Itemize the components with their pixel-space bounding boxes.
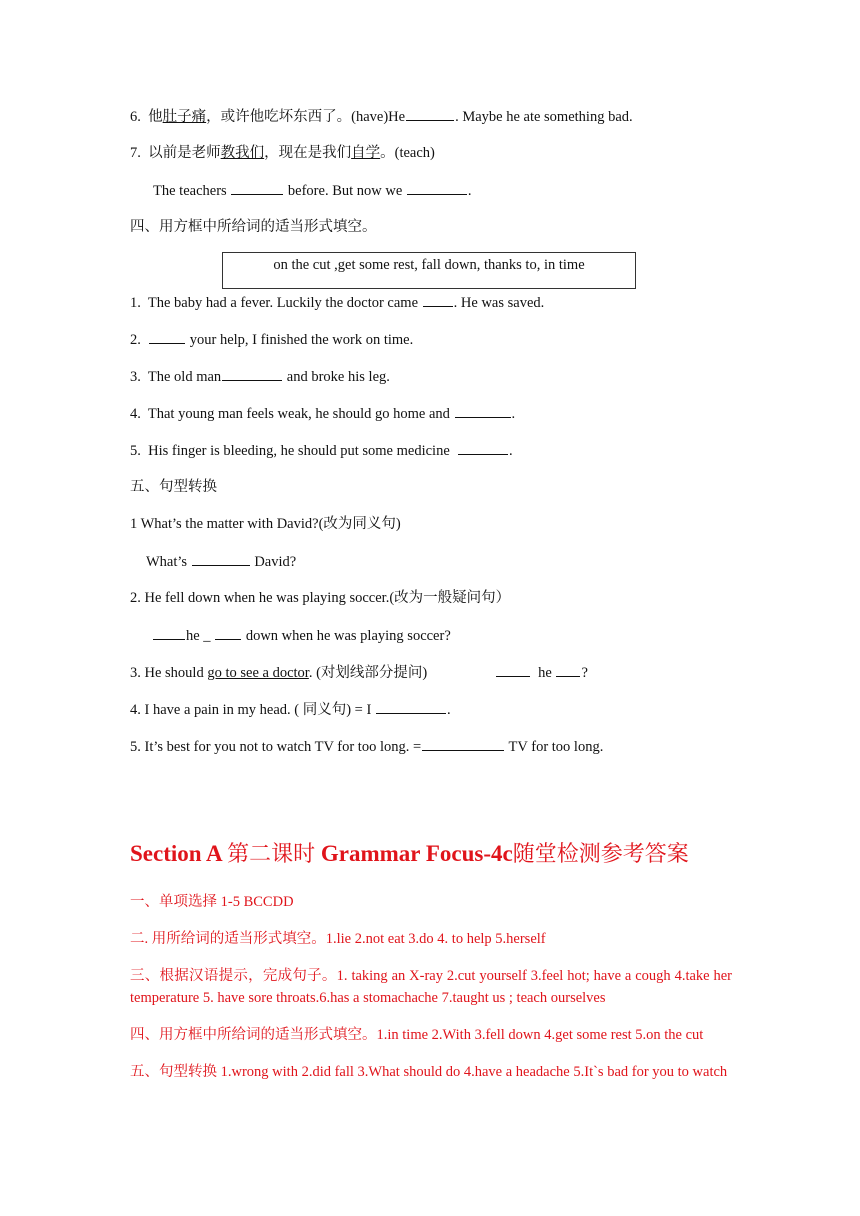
section-5-q5: 5. It’s best for you not to watch TV for too long. = TV for too long. [130,739,604,755]
section-5-title: 五、句型转换 [130,479,217,495]
answer-blank[interactable] [455,404,511,418]
answer-blank[interactable] [496,663,530,677]
answer-blank[interactable] [422,737,504,751]
answer-section-1: 一、单项选择 1-5 BCCDD [130,894,294,910]
answer-blank[interactable] [458,441,508,455]
answer-blank[interactable] [215,626,241,640]
answer-section-2: 二. 用所给词的适当形式填空。1.lie 2.not eat 3.do 4. to help 5.herself [130,931,546,947]
answer-section-5: 五、句型转换 1.wrong with 2.did fall 3.What should do 4.have a headache 5.It`s bad for you to watch [130,1064,728,1080]
section-5-q2-answer: he _ down when he was playing soccer? [152,626,451,645]
question-7-answer-line: The teachers before. But now we . [153,183,472,199]
section-5-q2: 2. He fell down when he was playing soccer.(改为一般疑问句） [130,590,511,606]
section-4-title: 四、用方框中所给词的适当形式填空。 [130,219,377,235]
section-5-q3: 3. He should go to see a doctor. (对划线部分提问) he ? [130,665,588,681]
section-4-item-2: 2. your help, I finished the work on time. [130,332,414,348]
answer-blank[interactable] [406,107,454,121]
section-4-item-4: 4. That young man feels weak, he should go home and . [130,406,516,422]
answer-blank[interactable] [149,330,185,344]
answer-blank[interactable] [153,626,185,640]
answer-key-heading: Section A 第二课时 Grammar Focus-4c随堂检测参考答案 [130,841,689,867]
section-4-item-1: 1. The baby had a fever. Luckily the doctor came . He was saved. [130,295,545,311]
answer-blank[interactable] [423,293,453,307]
section-4-item-5: 5. His finger is bleeding, he should put some medicine . [130,443,513,459]
answer-blank[interactable] [376,700,446,714]
section-5-q1: 1 What’s the matter with David?(改为同义句) [130,516,401,532]
answer-blank[interactable] [407,181,467,195]
question-6: 6. 他肚子痛，或许他吃坏东西了。(have)He . Maybe he ate something bad. [130,109,633,125]
answer-blank[interactable] [192,552,250,566]
question-7: 7. 以前是老师教我们，现在是我们自学。(teach) [130,145,435,161]
answer-blank[interactable] [556,663,580,677]
section-4-item-3: 3. The old man and broke his leg. [130,369,390,385]
section-5-q4: 4. I have a pain in my head. ( 同义句) = I . [130,702,451,718]
answer-section-4: 四、用方框中所给词的适当形式填空。1.in time 2.With 3.fell down 4.get some rest 5.on the cut [130,1027,704,1043]
section-5-q1-answer: What’s David? [146,554,297,570]
answer-blank[interactable] [231,181,283,195]
answer-section-3: 三、根据汉语提示，完成句子。1. taking an X-ray 2.cut yourself 3.feel hot; have a cough 4.take her temperature 5. have sore throats.6.has a stomachache 7.taught us ; teach ourselves [130,968,732,1006]
word-box: on the cut ,get some rest, fall down, thanks to, in time [222,252,636,289]
answer-blank[interactable] [222,367,282,381]
